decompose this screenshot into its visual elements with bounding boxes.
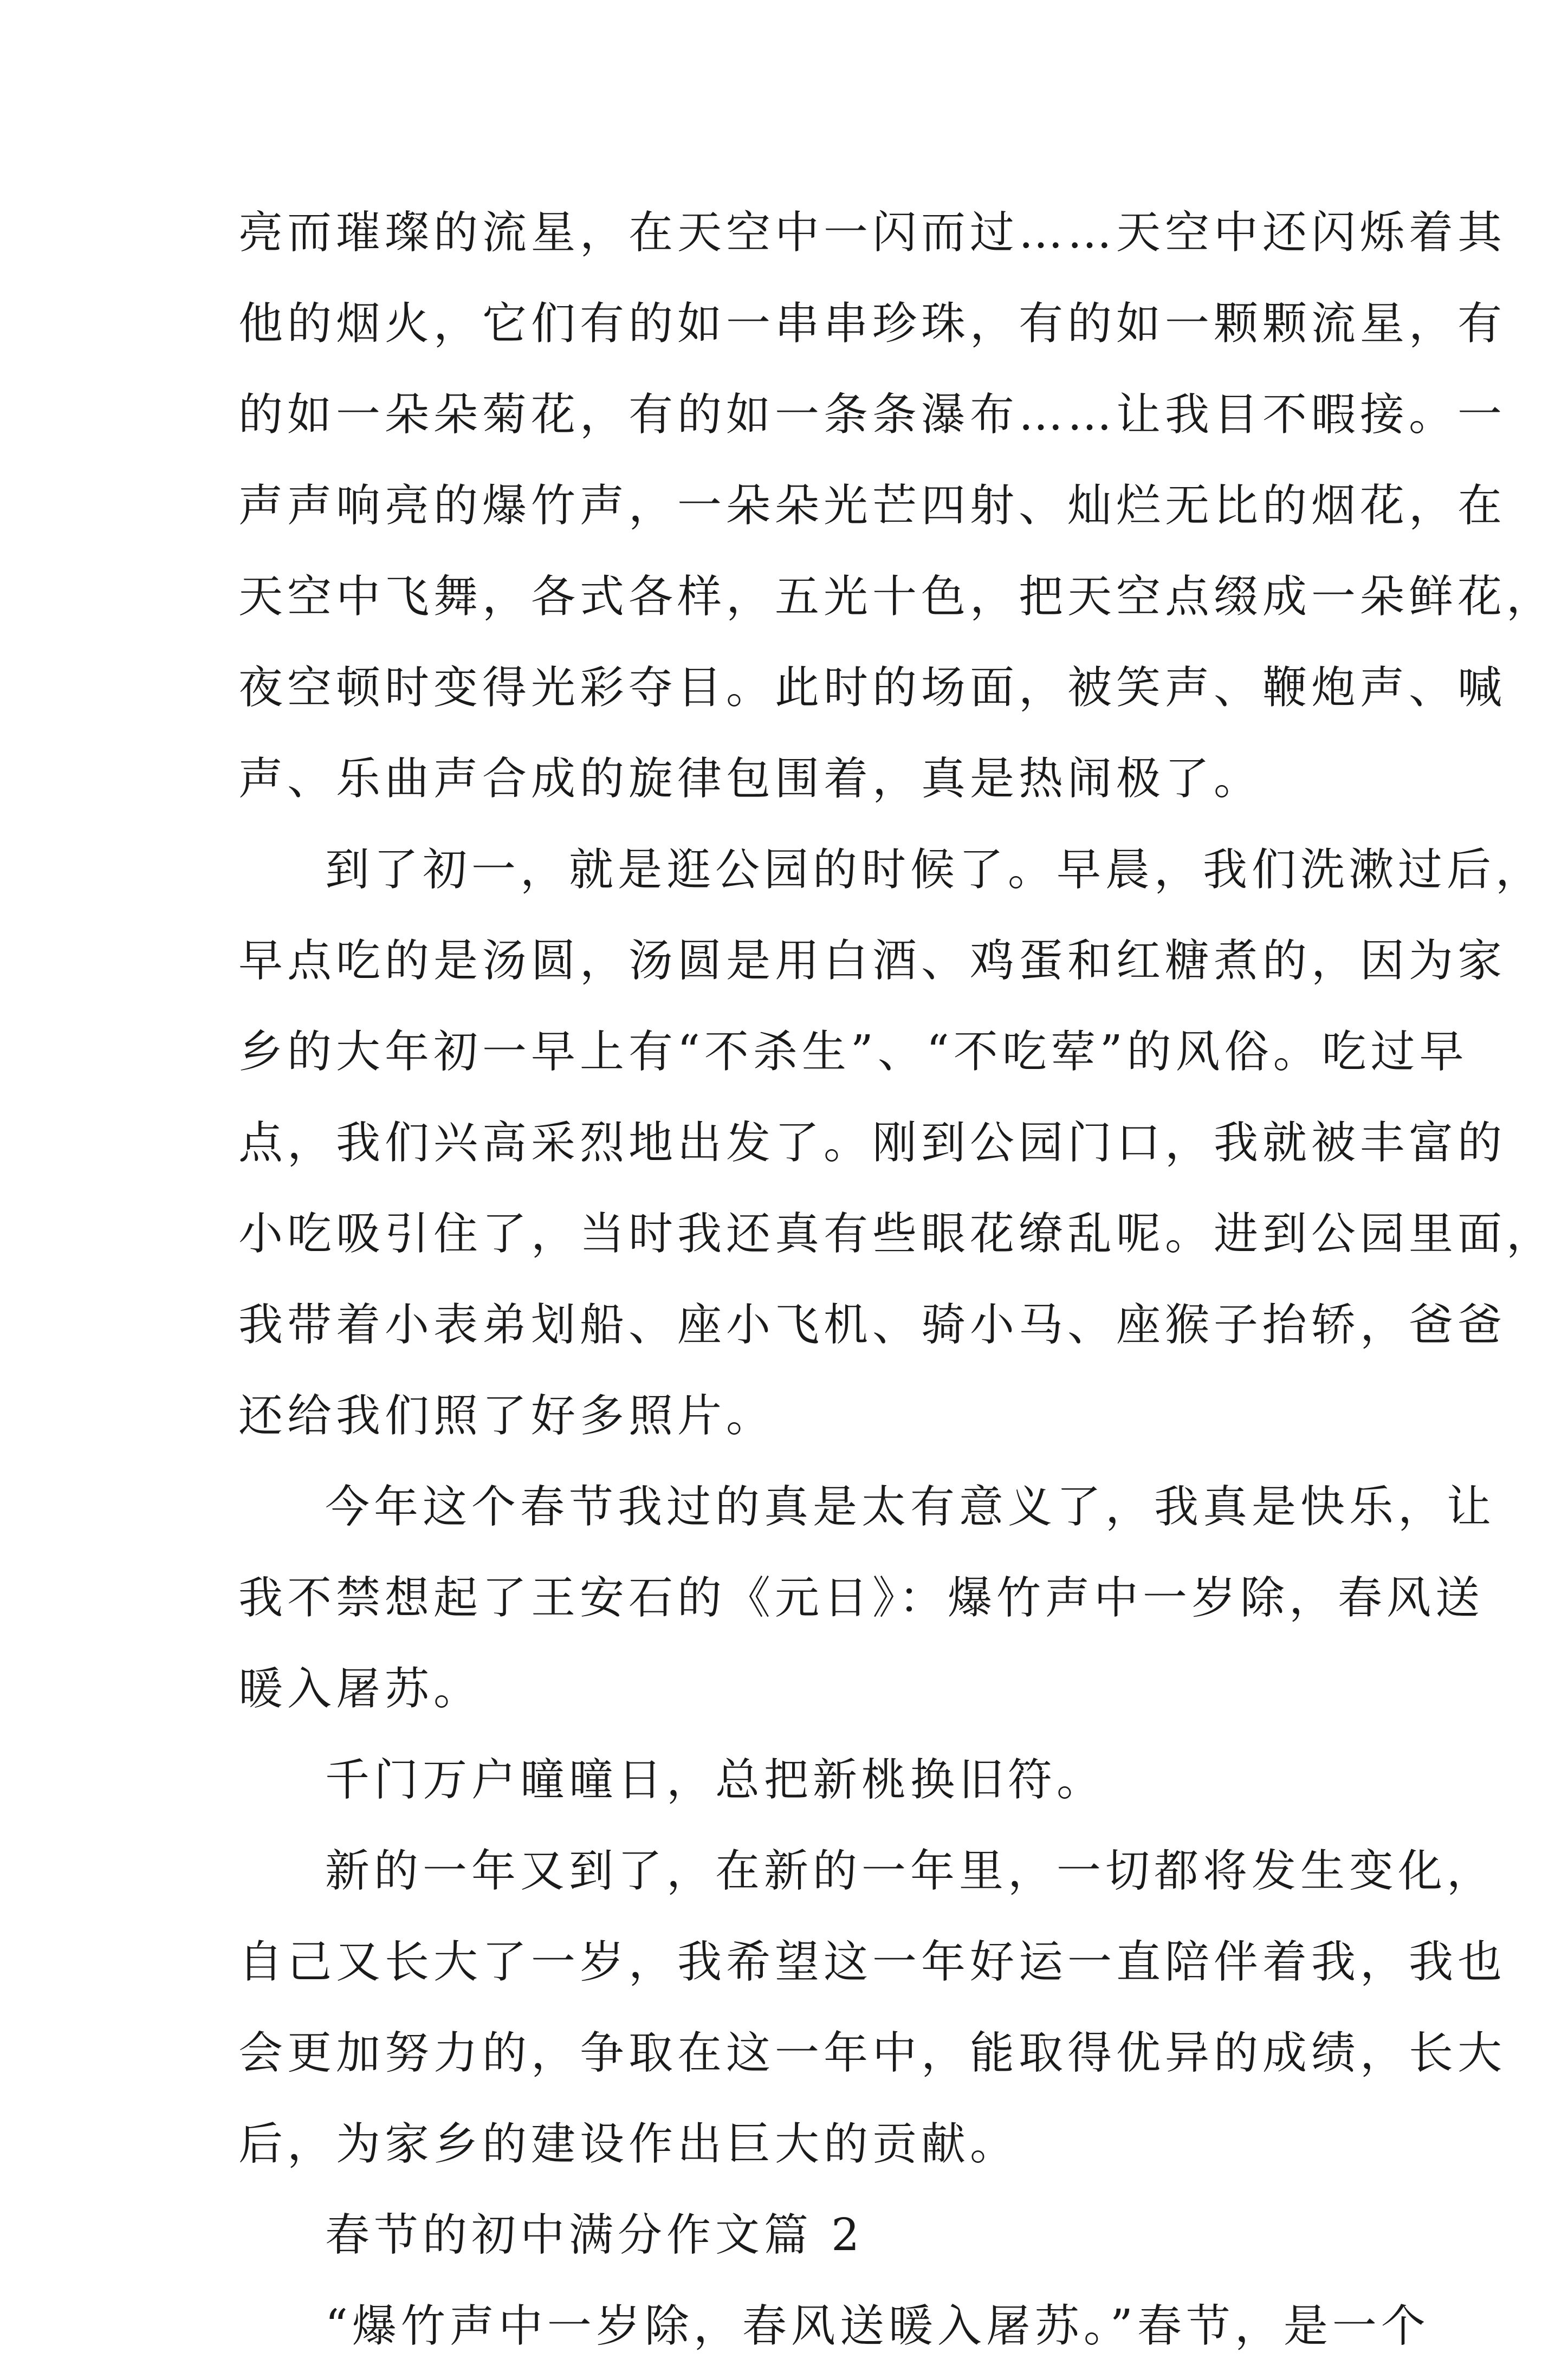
paragraph-first-line: 新的一年又到了，在新的一年里，一切都将发生变化， (325, 1845, 1496, 1897)
section-heading: 春节的初中满分作文篇 2 (325, 2209, 864, 2261)
text-line: 小吃吸引住了，当时我还真有些眼花缭乱呢。进到公园里面， (238, 1208, 1556, 1260)
text-line: 还给我们照了好多照片。 (238, 1390, 775, 1442)
text-line: 亮而璀璨的流星，在天空中一闪而过……天空中还闪烁着其 (238, 207, 1507, 258)
paragraph-first-line: “爆竹声中一岁除，春风送暖入屠苏。”春节，是一个 (325, 2300, 1430, 2352)
body-text (238, 187, 1556, 2372)
text-line: 我带着小表弟划船、座小飞机、骑小马、座猴子抬轿，爸爸 (238, 1299, 1507, 1351)
text-line: 我不禁想起了王安石的《元日》：爆竹声中一岁除，春风送 (238, 1572, 1485, 1624)
paragraph-first-line: 到了初一，就是逛公园的时候了。早晨，我们洗漱过后， (325, 844, 1545, 896)
text-line: 夜空顿时变得光彩夺目。此时的场面，被笑声、鞭炮声、喊 (238, 662, 1507, 714)
text-line: 暖入屠苏。 (238, 1663, 483, 1715)
text-line: 乡的大年初一早上有“不杀生”、“不吃荤”的风俗。吃过早 (238, 1026, 1468, 1078)
text-line: 自己又长大了一岁，我希望这一年好运一直陪伴着我，我也 (238, 1936, 1507, 1988)
text-line: 天空中飞舞，各式各样，五光十色，把天空点缀成一朵鲜花， (238, 571, 1556, 623)
text-line: 后，为家乡的建设作出巨大的贡献。 (238, 2118, 1019, 2170)
paragraph-first-line: 今年这个春节我过的真是太有意义了，我真是快乐，让 (325, 1481, 1496, 1533)
text-line: 声声响亮的爆竹声，一朵朵光芒四射、灿烂无比的烟花，在 (238, 480, 1507, 532)
text-line: 他的烟火，它们有的如一串串珍珠，有的如一颗颗流星，有 (238, 298, 1507, 349)
text-line: 早点吃的是汤圆，汤圆是用白酒、鸡蛋和红糖煮的，因为家 (238, 935, 1507, 987)
text-line: 点，我们兴高采烈地出发了。刚到公园门口，我就被丰富的 (238, 1117, 1507, 1169)
text-line: 声、乐曲声合成的旋律包围着，真是热闹极了。 (238, 753, 1263, 805)
text-line: 的如一朵朵菊花，有的如一条条瀑布……让我目不暇接。一 (238, 389, 1507, 440)
text-line: 会更加努力的，争取在这一年中，能取得优异的成绩，长大 (238, 2027, 1507, 2079)
paragraph-first-line: 千门万户曈曈日，总把新桃换旧符。 (325, 1754, 1106, 1806)
